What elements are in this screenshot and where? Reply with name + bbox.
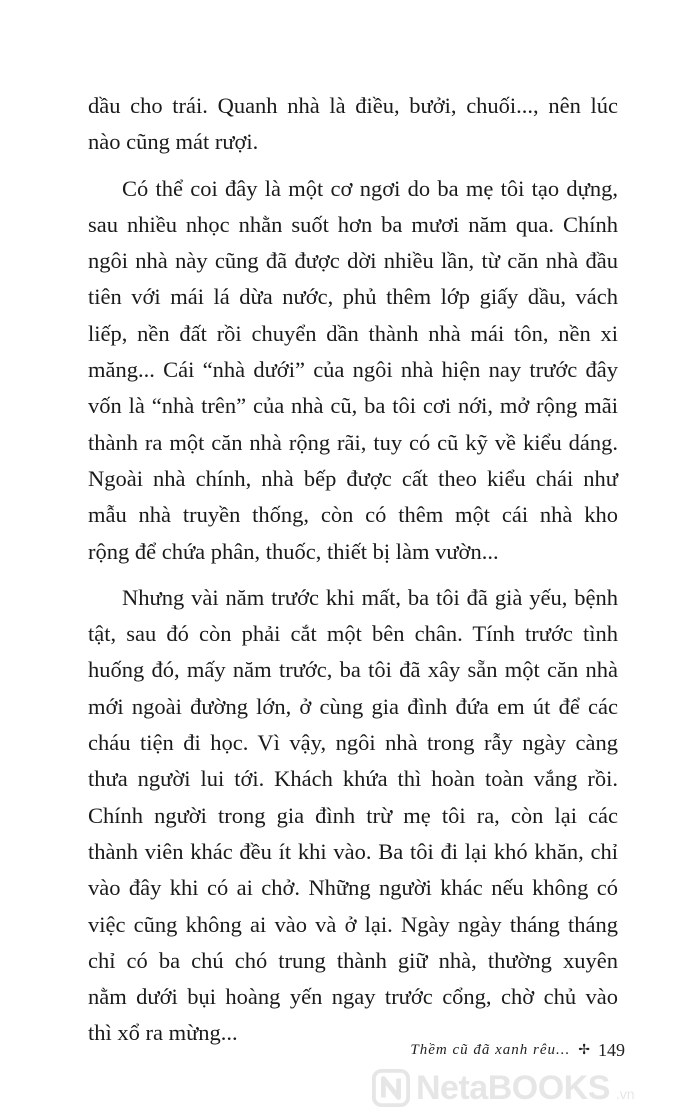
text-line: măng... Cái “nhà dưới” của ngôi nhà hiện nay trước đây — [88, 357, 618, 383]
text-line: Chính người trong gia đình trừ mẹ tôi ra, còn lại các — [88, 802, 618, 828]
text-line: vào đây khi có ai chở. Những người khác nếu không có — [88, 875, 618, 901]
text-line: chỉ có ba chú chó trung thành giữ nhà, thường xuyên — [88, 947, 618, 973]
text-line: rộng để chứa phân, thuốc, thiết bị làm vườn... — [88, 538, 499, 564]
text-line: nào cũng mát rượi. — [88, 129, 259, 155]
text-line: nằm dưới bụi hoàng yến ngay trước cổng, chờ chủ vào — [88, 984, 618, 1010]
watermark-suffix: .vn — [615, 1086, 635, 1102]
ornament-icon: ✢ — [578, 1042, 590, 1058]
text-line: mới ngoài đường lớn, ở cùng gia đình đứa em út để các — [88, 693, 618, 719]
text-line: ngôi nhà này cũng đã được dời nhiều lần, từ căn nhà đầu — [88, 248, 618, 274]
netabooks-logo-icon — [372, 1069, 410, 1107]
text-line: mẫu nhà truyền thống, còn có thêm một cái nhà kho — [88, 502, 618, 528]
paragraph — [88, 171, 618, 570]
paragraph — [88, 580, 618, 1052]
text-line: việc cũng không ai vào và ở lại. Ngày ngày tháng tháng — [88, 911, 618, 937]
watermark-brand: NetaBOOKS — [416, 1068, 610, 1107]
text-line: thành viên khác đều ít khi vào. Ba tôi đi lại khó khăn, chỉ — [88, 838, 618, 864]
text-line: sau nhiều nhọc nhằn suốt hơn ba mươi năm qua. Chính — [88, 211, 618, 237]
paragraph — [88, 88, 618, 161]
text-line: cháu tiện đi học. Vì vậy, ngôi nhà trong rẫy ngày càng — [88, 730, 618, 756]
page-footer — [360, 1035, 625, 1065]
text-line: huống đó, mấy năm trước, ba tôi đã xây sẵn một căn nhà — [88, 657, 618, 683]
text-line: Ngoài nhà chính, nhà bếp được cất theo kiểu chái như — [88, 465, 618, 491]
paragraph-gap — [88, 161, 618, 171]
text-line: thì xổ ra mừng... — [88, 1020, 238, 1046]
text-line: liếp, nền đất rồi chuyển dần thành nhà mái tôn, nền xi — [88, 320, 618, 346]
body-text — [88, 88, 618, 1052]
text-line: thành ra một căn nhà rộng rãi, tuy có cũ kỹ về kiểu dáng. — [88, 429, 618, 455]
text-line: tật, sau đó còn phải cắt một bên chân. Tính trước tình — [88, 621, 618, 647]
text-line: dầu cho trái. Quanh nhà là điều, bưởi, chuối..., nên lúc — [88, 93, 618, 118]
text-line: tiên với mái lá dừa nước, phủ thêm lớp giấy dầu, vách — [88, 284, 618, 310]
text-line: Có thể coi đây là một cơ ngơi do ba mẹ tôi tạo dựng, — [122, 175, 618, 201]
running-title: Thềm cũ đã xanh rêu... — [410, 1041, 571, 1058]
text-line: Nhưng vài năm trước khi mất, ba tôi đã già yếu, bệnh — [122, 584, 618, 610]
text-line: thưa người lui tới. Khách khứa thì hoàn toàn vắng rồi. — [88, 766, 618, 792]
page-number: 149 — [598, 1039, 625, 1060]
watermark — [372, 1066, 692, 1110]
paragraph-gap — [88, 570, 618, 580]
text-line: vốn là “nhà trên” của nhà cũ, ba tôi cơi nới, mở rộng mãi — [88, 393, 618, 419]
